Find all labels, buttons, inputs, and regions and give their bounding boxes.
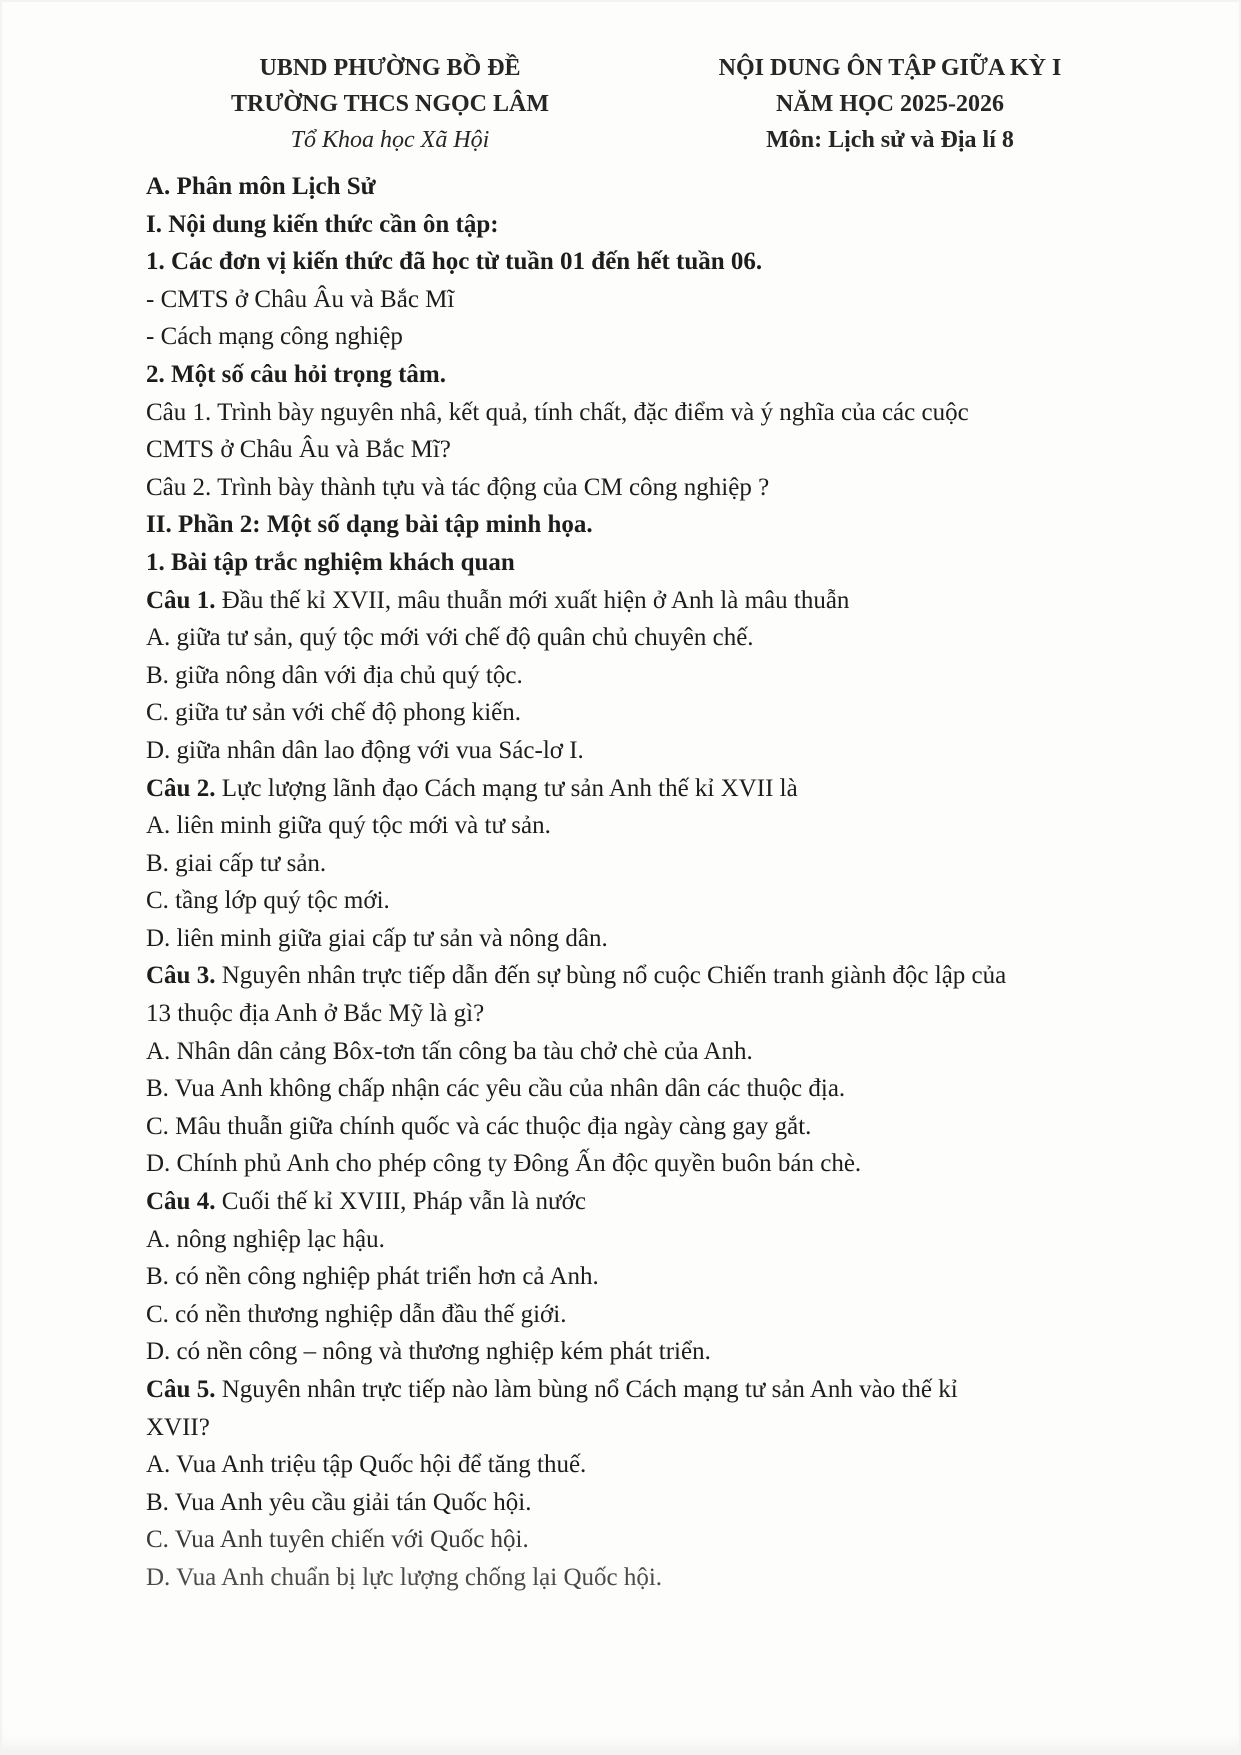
question-stem bbox=[146, 582, 1166, 620]
subject-name: Môn: Lịch sử và Địa lí 8 bbox=[766, 127, 1014, 153]
topic-item: - Cách mạng công nghiệp bbox=[146, 323, 403, 351]
question-label: Câu 4. bbox=[146, 1188, 216, 1216]
answer-option: C. Mâu thuẫn giữa chính quốc và các thuộc địa ngày càng gay gắt. bbox=[146, 1112, 812, 1140]
question-stem-continuation: XVII? bbox=[146, 1413, 210, 1441]
question-label: Câu 2. bbox=[146, 774, 216, 802]
answer-option: A. nông nghiệp lạc hậu. bbox=[146, 1225, 385, 1253]
part-heading: II. Phần 2: Một số dạng bài tập minh họa. bbox=[146, 511, 593, 539]
question-text: Nguyên nhân trực tiếp nào làm bùng nổ Cách mạng tư sản Anh vào thế kỉ bbox=[215, 1376, 958, 1403]
section-heading: A. Phân môn Lịch Sử bbox=[146, 173, 376, 200]
question-stem bbox=[146, 1371, 1166, 1409]
document-body bbox=[146, 168, 1166, 1597]
answer-option: D. Chính phủ Anh cho phép công ty Đông Ấn độc quyền buôn bán chè. bbox=[146, 1150, 862, 1178]
district-name: UBND PHƯỜNG BỒ ĐỀ bbox=[259, 55, 521, 81]
answer-option: B. có nền công nghiệp phát triển hơn cả Anh. bbox=[146, 1263, 599, 1291]
answer-option: C. có nền thương nghiệp dẫn đầu thế giới. bbox=[146, 1300, 567, 1328]
question-stem bbox=[146, 1183, 1166, 1221]
department-name: Tổ Khoa học Xã Hội bbox=[290, 127, 490, 153]
key-question-continuation: CMTS ở Châu Âu và Bắc Mĩ? bbox=[146, 436, 451, 464]
question-stem bbox=[146, 770, 1166, 808]
key-question: Câu 1. Trình bày nguyên nhâ, kết quả, tính chất, đặc điểm và ý nghĩa của các cuộc bbox=[146, 398, 969, 426]
answer-option: A. giữa tư sản, quý tộc mới với chế độ quân chủ chuyên chế. bbox=[146, 624, 754, 652]
answer-option: A. Nhân dân cảng Bôx-tơn tấn công ba tàu chở chè của Anh. bbox=[146, 1037, 753, 1065]
answer-option: D. có nền công – nông và thương nghiệp kém phát triển. bbox=[146, 1338, 711, 1366]
answer-option: B. Vua Anh yêu cầu giải tán Quốc hội. bbox=[146, 1488, 532, 1516]
answer-option: D. liên minh giữa giai cấp tư sản và nông dân. bbox=[146, 924, 608, 952]
subsection-heading: 1. Bài tập trắc nghiệm khách quan bbox=[146, 548, 515, 576]
answer-option: D. giữa nhân dân lao động với vua Sác-lơ I. bbox=[146, 736, 584, 764]
question-text: Nguyên nhân trực tiếp dẫn đến sự bùng nổ cuộc Chiến tranh giành độc lập của bbox=[215, 962, 1007, 990]
question-label: Câu 1. bbox=[146, 586, 216, 614]
subsection-heading: 2. Một số câu hỏi trọng tâm. bbox=[146, 360, 446, 388]
exam-title: NỘI DUNG ÔN TẬP GIỮA KỲ I bbox=[718, 55, 1062, 81]
school-year: NĂM HỌC 2025-2026 bbox=[776, 91, 1004, 117]
answer-option: A. liên minh giữa quý tộc mới và tư sản. bbox=[146, 812, 551, 840]
topic-item: - CMTS ở Châu Âu và Bắc Mĩ bbox=[146, 285, 455, 313]
answer-option: B. giữa nông dân với địa chủ quý tộc. bbox=[146, 661, 523, 689]
question-stem-continuation: 13 thuộc địa Anh ở Bắc Mỹ là gì? bbox=[146, 1000, 485, 1028]
question-text: Đầu thế kỉ XVII, mâu thuẫn mới xuất hiện ở Anh là mâu thuẫn bbox=[215, 586, 850, 614]
answer-option: A. Vua Anh triệu tập Quốc hội để tăng thuế. bbox=[146, 1451, 587, 1479]
question-label: Câu 3. bbox=[146, 962, 216, 990]
part-heading: I. Nội dung kiến thức cần ôn tập: bbox=[146, 210, 499, 238]
question-text: Lực lượng lãnh đạo Cách mạng tư sản Anh thế kỉ XVII là bbox=[215, 774, 798, 802]
answer-option: C. tầng lớp quý tộc mới. bbox=[146, 887, 390, 915]
answer-option: B. Vua Anh không chấp nhận các yêu cầu của nhân dân các thuộc địa. bbox=[146, 1075, 846, 1103]
answer-option: C. giữa tư sản với chế độ phong kiến. bbox=[146, 699, 521, 727]
question-stem bbox=[146, 957, 1166, 995]
school-name: TRƯỜNG THCS NGỌC LÂM bbox=[230, 91, 550, 117]
answer-option: D. Vua Anh chuẩn bị lực lượng chống lại Quốc hội. bbox=[146, 1563, 663, 1591]
key-question: Câu 2. Trình bày thành tựu và tác động của CM công nghiệp ? bbox=[146, 473, 770, 501]
answer-option: B. giai cấp tư sản. bbox=[146, 849, 327, 877]
question-text: Cuối thế kỉ XVIII, Pháp vẫn là nước bbox=[215, 1188, 586, 1216]
subsection-heading: 1. Các đơn vị kiến thức đã học từ tuần 01 đến hết tuần 06. bbox=[146, 248, 763, 276]
question-label: Câu 5. bbox=[146, 1376, 216, 1403]
school-header bbox=[190, 50, 590, 158]
document-header bbox=[0, 50, 1241, 165]
answer-option: C. Vua Anh tuyên chiến với Quốc hội. bbox=[146, 1526, 529, 1554]
exam-header bbox=[660, 50, 1120, 158]
